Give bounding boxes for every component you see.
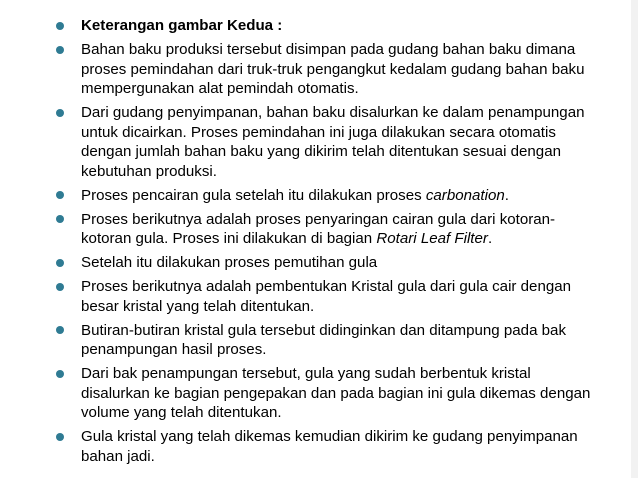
bullet-icon: [56, 326, 64, 334]
list-item-text: Proses berikutnya adalah pembentukan Kristal gula dari gula cair dengan besar kristal yang telah ditentukan.: [81, 278, 572, 315]
bullet-icon: [56, 370, 64, 378]
bullet-icon: [56, 283, 64, 291]
list-item: [81, 253, 601, 273]
list-item-text-end: .: [487, 230, 493, 247]
list-item: [81, 364, 601, 423]
bullet-icon: [56, 46, 64, 54]
list-item-text: Proses berikutnya adalah proses penyaringan cairan gula dari kotoran-kotoran gula. Proses ini dilakukan di bagian: [81, 210, 556, 247]
bullet-icon: [56, 22, 64, 30]
list-item: [81, 186, 601, 206]
bullet-icon: [56, 433, 64, 441]
list-item-italic-term: Rotari Leaf Filter: [376, 230, 488, 247]
slide-edge-bar: [631, 0, 638, 478]
list-item-text: Gula kristal yang telah dikemas kemudian dikirim ke gudang penyimpanan bahan jadi.: [81, 428, 578, 465]
list-item-text: Dari gudang penyimpanan, bahan baku disalurkan ke dalam penampungan untuk dicairkan. Proses pemindahan ini juga dilakukan secara otomatis dengan jumlah bahan baku yang dikirim telah ditentukan sesuai dengan kebutuhan produksi.: [81, 104, 585, 180]
list-item: [81, 277, 601, 316]
list-item-text: Bahan baku produksi tersebut disimpan pada gudang bahan baku dimana proses pemindahan dari truk-truk pengangkut kedalam gudang bahan baku mempergunakan alat pemindah otomatis.: [81, 41, 585, 97]
bullet-icon: [56, 191, 64, 199]
bullet-icon: [56, 259, 64, 267]
list-item: [81, 103, 601, 181]
bullet-icon: [56, 109, 64, 117]
list-item-text: Keterangan gambar Kedua :: [81, 17, 283, 34]
bullet-list: [81, 16, 601, 471]
list-item: [81, 321, 601, 360]
list-item-italic-term: carbonation: [425, 186, 505, 204]
list-item-text: Setelah itu dilakukan proses pemutihan gula: [81, 254, 378, 271]
list-item: [81, 40, 601, 99]
list-item-text: Butiran-butiran kristal gula tersebut didinginkan dan ditampung pada bak penampungan hasil proses.: [81, 321, 566, 358]
list-item-text: Proses pencairan gula setelah itu dilakukan proses: [81, 186, 426, 204]
list-item: [81, 427, 601, 466]
bullet-icon: [56, 215, 64, 223]
list-item: [81, 210, 601, 249]
list-item-text: Dari bak penampungan tersebut, gula yang sudah berbentuk kristal disalurkan ke bagian pengepakan dan pada bagian ini gula dikemas dengan volume yang telah ditentukan.: [81, 365, 591, 421]
list-item-heading: [81, 16, 601, 36]
list-item-text-end: .: [504, 186, 509, 204]
